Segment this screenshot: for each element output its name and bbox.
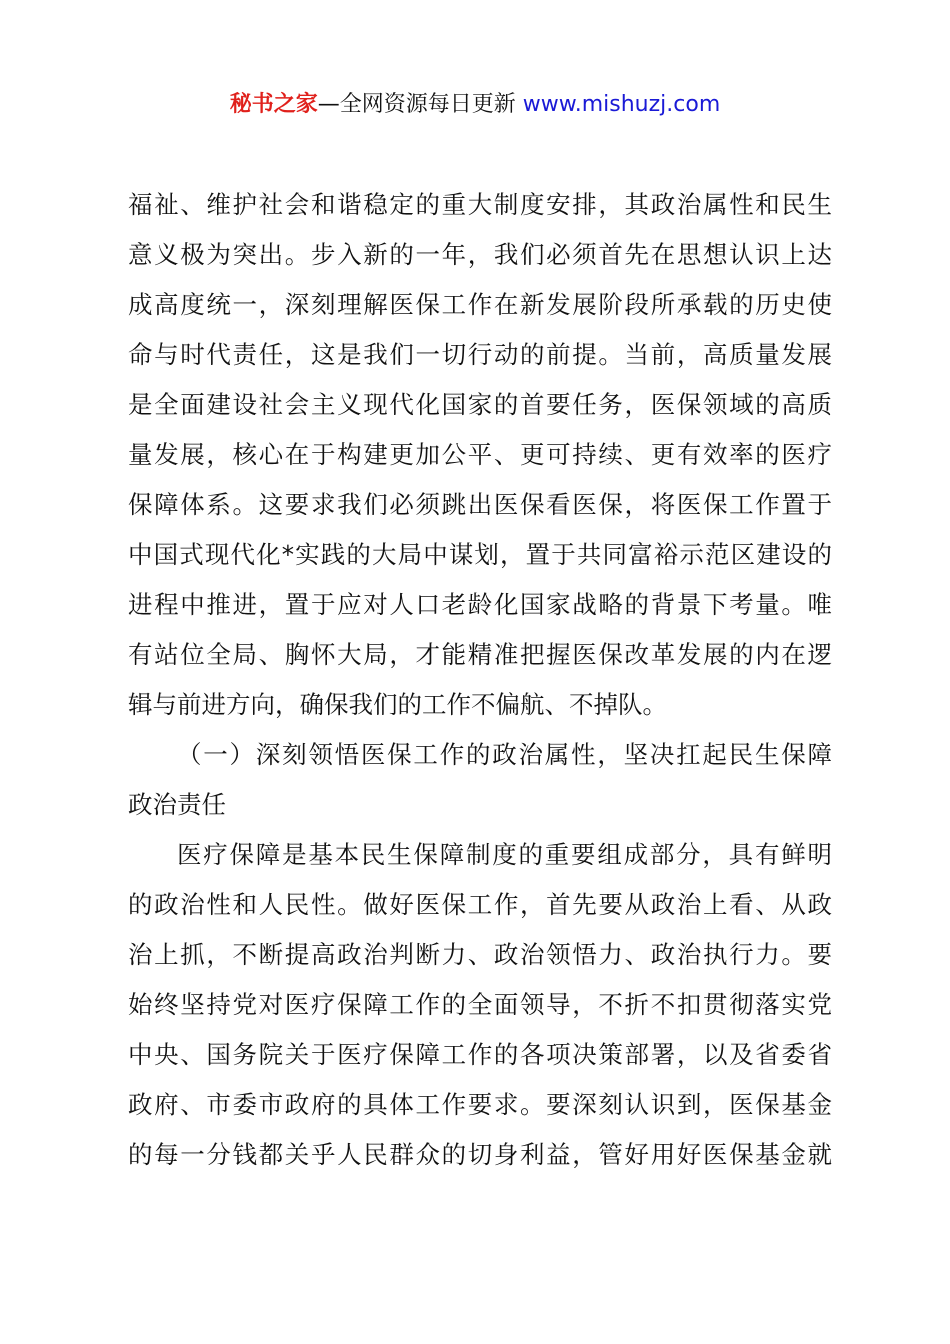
text-line: 有站位全局、胸怀大局，才能精准把握医保改革发展的内在逻 [128, 640, 832, 669]
header-tagline: —全网资源每日更新 [317, 92, 523, 117]
text-line: 医疗保障是基本民生保障制度的重要组成部分，具有鲜明 [177, 840, 832, 869]
text-line: 命与时代责任，这是我们一切行动的前提。当前，高质量发展 [128, 340, 832, 369]
text-line: 中国式现代化*实践的大局中谋划，置于共同富裕示范区建设的 [128, 540, 832, 569]
text-line: 意义极为突出。步入新的一年，我们必须首先在思想认识上达 [128, 240, 832, 269]
text-line: 始终坚持党对医疗保障工作的全面领导，不折不扣贯彻落实党 [128, 990, 832, 1019]
text-line: 进程中推进，置于应对人口老龄化国家战略的背景下考量。唯 [128, 590, 832, 619]
page-header [0, 88, 950, 122]
text-line: 量发展，核心在于构建更加公平、更可持续、更有效率的医疗 [128, 440, 832, 469]
text-line: 是全面建设社会主义现代化国家的首要任务，医保领域的高质 [128, 390, 832, 419]
text-line: 保障体系。这要求我们必须跳出医保看医保，将医保工作置于 [128, 490, 832, 519]
text-line: 的每一分钱都关乎人民群众的切身利益，管好用好医保基金就 [128, 1140, 832, 1169]
text-line: 福祉、维护社会和谐稳定的重大制度安排，其政治属性和民生 [128, 190, 832, 219]
text-line: 中央、国务院关于医疗保障工作的各项决策部署，以及省委省 [128, 1040, 832, 1069]
text-line: （一）深刻领悟医保工作的政治属性，坚决扛起民生保障 [177, 740, 832, 769]
text-line: 政府、市委市政府的具体工作要求。要深刻认识到，医保基金 [128, 1090, 832, 1119]
brand-name: 秘书之家 [229, 92, 318, 117]
text-line: 辑与前进方向，确保我们的工作不偏航、不掉队。 [128, 690, 667, 719]
text-line: 治上抓，不断提高政治判断力、政治领悟力、政治执行力。要 [128, 940, 832, 969]
text-line: 的政治性和人民性。做好医保工作，首先要从政治上看、从政 [128, 890, 832, 919]
text-line: 政治责任 [128, 790, 226, 819]
document-body [128, 180, 832, 1180]
site-url-link[interactable]: www.mishuzj.com [522, 92, 721, 117]
text-line: 成高度统一，深刻理解医保工作在新发展阶段所承载的历史使 [128, 290, 832, 319]
